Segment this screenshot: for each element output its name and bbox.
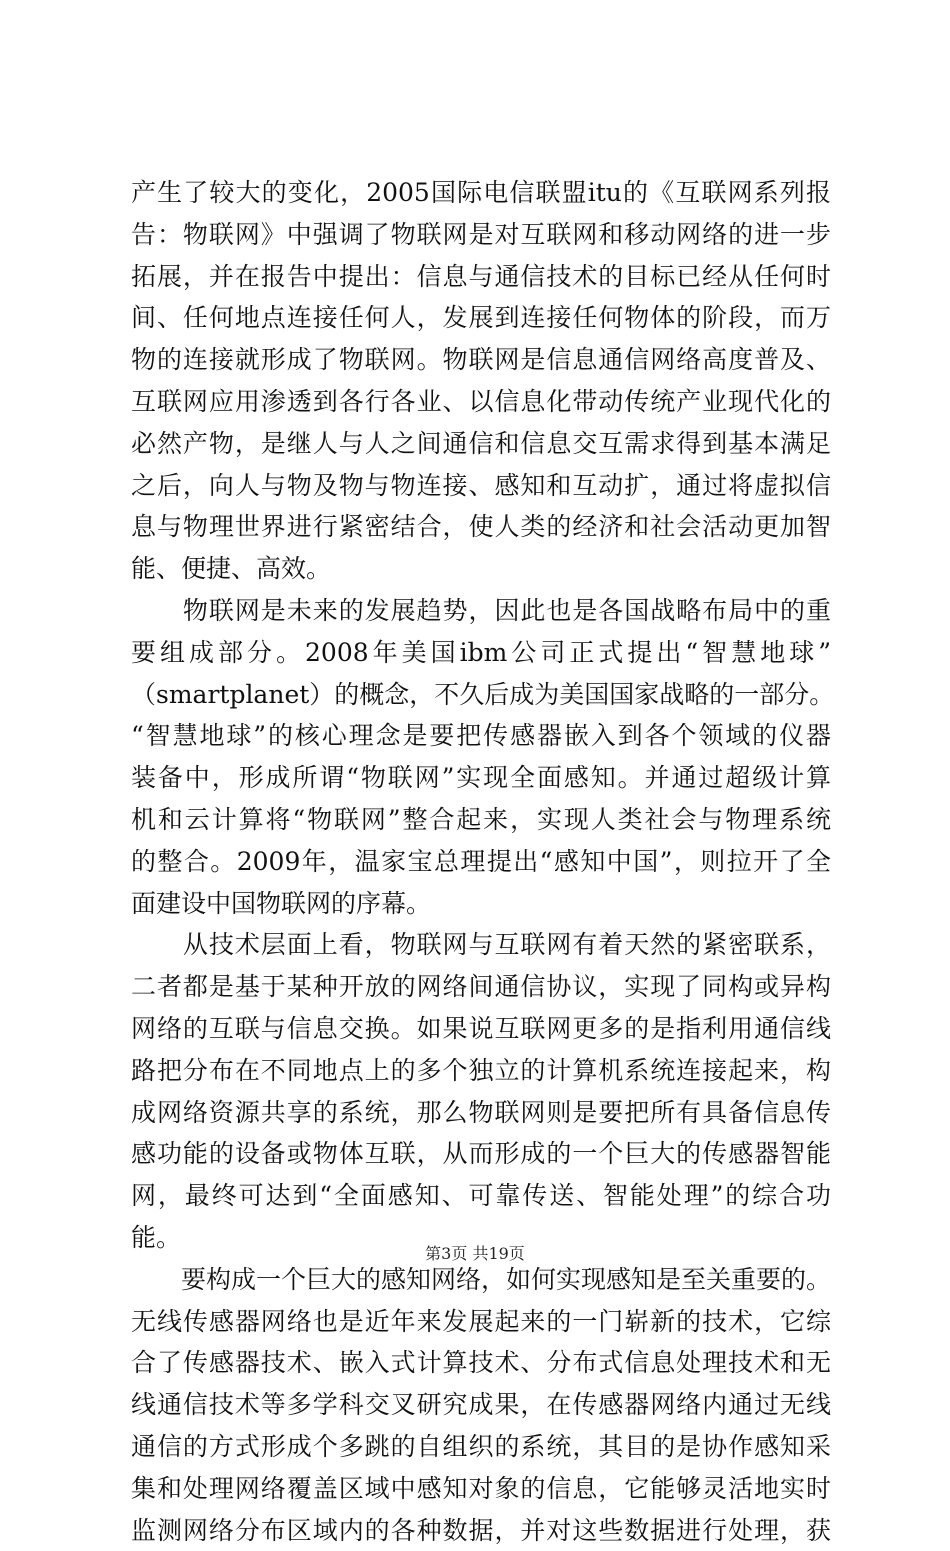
text-line: 要组成部分。2008年美国ibm公司正式提出“智慧地球” [131, 632, 831, 674]
text-line: 监测网络分布区域内的各种数据，并对这些数据进行处理，获 [131, 1510, 831, 1551]
text-line: 产生了较大的变化，2005国际电信联盟itu的《互联网系列报 [131, 172, 831, 214]
text-line: 能、便捷、高效。 [131, 548, 831, 590]
page-number-footer: 第3页 共19页 [0, 1243, 950, 1265]
text-line: 成网络资源共享的系统，那么物联网则是要把所有具备信息传 [131, 1092, 831, 1134]
text-line: 能。 [131, 1217, 831, 1259]
text-line: 间、任何地点连接任何人，发展到连接任何物体的阶段，而万 [131, 297, 831, 339]
text-line: 线通信技术等多学科交叉研究成果，在传感器网络内通过无线 [131, 1384, 831, 1426]
text-line: 拓展，并在报告中提出：信息与通信技术的目标已经从任何时 [131, 256, 831, 298]
text-line: 合了传感器技术、嵌入式计算技术、分布式信息处理技术和无 [131, 1342, 831, 1384]
text-line: 物联网是未来的发展趋势，因此也是各国战略布局中的重 [131, 590, 831, 632]
text-line: 物的连接就形成了物联网。物联网是信息通信网络高度普及、 [131, 339, 831, 381]
text-line: 感功能的设备或物体互联，从而形成的一个巨大的传感器智能 [131, 1133, 831, 1175]
body-text [131, 172, 831, 1551]
text-line: 网络的互联与信息交换。如果说互联网更多的是指利用通信线 [131, 1008, 831, 1050]
text-line: 无线传感器网络也是近年来发展起来的一门崭新的技术，它综 [131, 1301, 831, 1343]
text-line: 机和云计算将“物联网”整合起来，实现人类社会与物理系统 [131, 799, 831, 841]
text-line: 必然产物，是继人与人之间通信和信息交互需求得到基本满足 [131, 423, 831, 465]
text-line: 集和处理网络覆盖区域中感知对象的信息，它能够灵活地实时 [131, 1468, 831, 1510]
text-line: “智慧地球”的核心理念是要把传感器嵌入到各个领域的仪器 [131, 715, 831, 757]
text-line: 的整合。2009年，温家宝总理提出“感知中国”，则拉开了全 [131, 841, 831, 883]
text-line: 面建设中国物联网的序幕。 [131, 883, 831, 925]
text-line: 息与物理世界进行紧密结合，使人类的经济和社会活动更加智 [131, 506, 831, 548]
text-line: （smartplanet）的概念，不久后成为美国国家战略的一部分。 [131, 674, 831, 716]
text-line: 路把分布在不同地点上的多个独立的计算机系统连接起来，构 [131, 1050, 831, 1092]
text-line: 网，最终可达到“全面感知、可靠传送、智能处理”的综合功 [131, 1175, 831, 1217]
text-line: 从技术层面上看，物联网与互联网有着天然的紧密联系， [131, 924, 831, 966]
text-line: 要构成一个巨大的感知网络，如何实现感知是至关重要的。 [131, 1259, 831, 1301]
text-line: 二者都是基于某种开放的网络间通信协议，实现了同构或异构 [131, 966, 831, 1008]
text-line: 装备中，形成所谓“物联网”实现全面感知。并通过超级计算 [131, 757, 831, 799]
text-line: 之后，向人与物及物与物连接、感知和互动扩，通过将虚拟信 [131, 465, 831, 507]
text-line: 通信的方式形成个多跳的自组织的系统，其目的是协作感知采 [131, 1426, 831, 1468]
text-line: 互联网应用渗透到各行各业、以信息化带动传统产业现代化的 [131, 381, 831, 423]
text-line: 告：物联网》中强调了物联网是对互联网和移动网络的进一步 [131, 214, 831, 256]
